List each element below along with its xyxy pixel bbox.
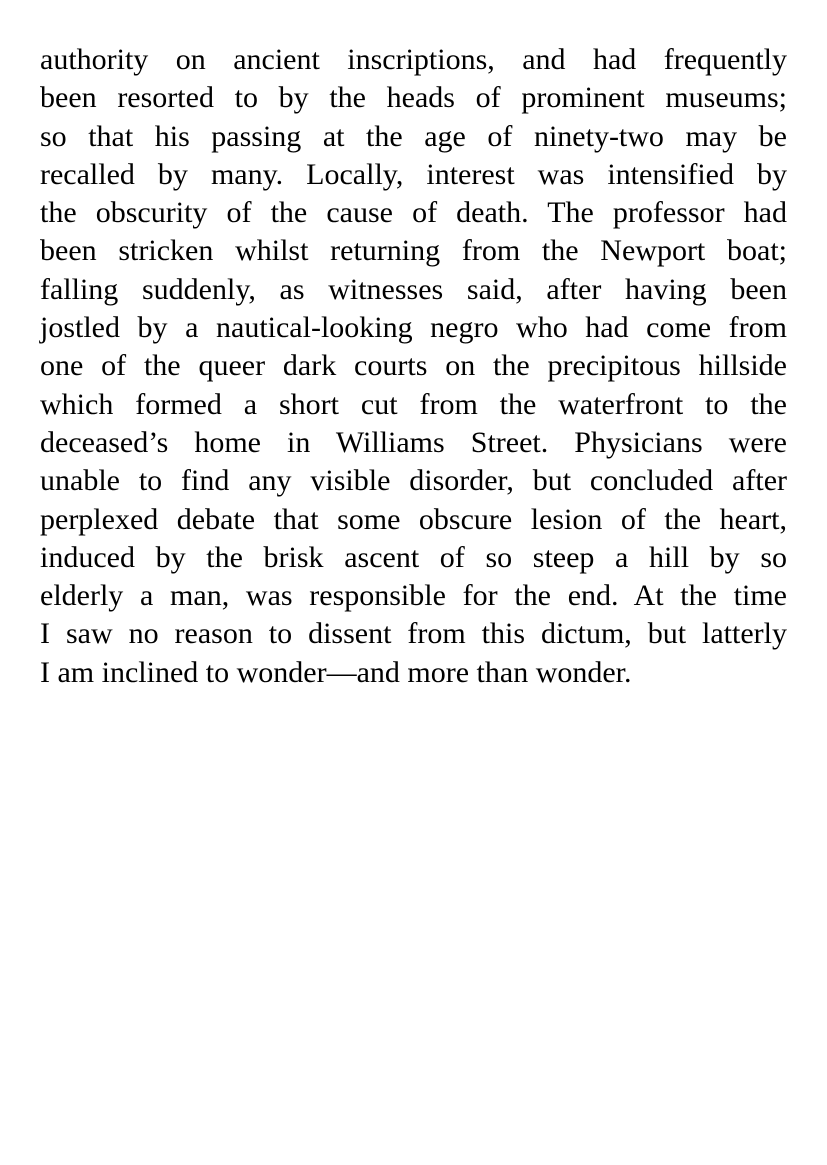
text-line-last: I am inclined to wonder—and more than wonder. bbox=[40, 655, 632, 689]
text-line: induced by the brisk ascent of so steep a hill by so bbox=[40, 540, 787, 574]
text-line: elderly a man, was responsible for the end. At the time bbox=[40, 579, 787, 613]
text-line: deceased’s home in Williams Street. Physicians were bbox=[40, 425, 787, 459]
text-line: unable to find any visible disorder, but concluded after bbox=[40, 464, 787, 498]
text-line: falling suddenly, as witnesses said, after having been bbox=[40, 272, 787, 306]
text-line: one of the queer dark courts on the precipitous hillside bbox=[40, 349, 787, 383]
text-line: perplexed debate that some obscure lesion of the heart, bbox=[40, 502, 787, 536]
text-line: so that his passing at the age of ninety-two may be bbox=[40, 119, 787, 153]
text-line: jostled by a nautical-looking negro who had come from bbox=[40, 311, 787, 345]
text-line: been resorted to by the heads of prominent museums; bbox=[40, 81, 787, 115]
text-line: the obscurity of the cause of death. The professor had bbox=[40, 196, 787, 230]
text-line: I saw no reason to dissent from this dictum, but latterly bbox=[40, 617, 787, 651]
text-line: recalled by many. Locally, interest was intensified by bbox=[40, 157, 787, 191]
text-line: authority on ancient inscriptions, and had frequently bbox=[40, 43, 787, 76]
text-line: been stricken whilst returning from the Newport boat; bbox=[40, 234, 787, 268]
body-paragraph bbox=[40, 41, 787, 692]
text-line: which formed a short cut from the waterfront to the bbox=[40, 387, 787, 421]
